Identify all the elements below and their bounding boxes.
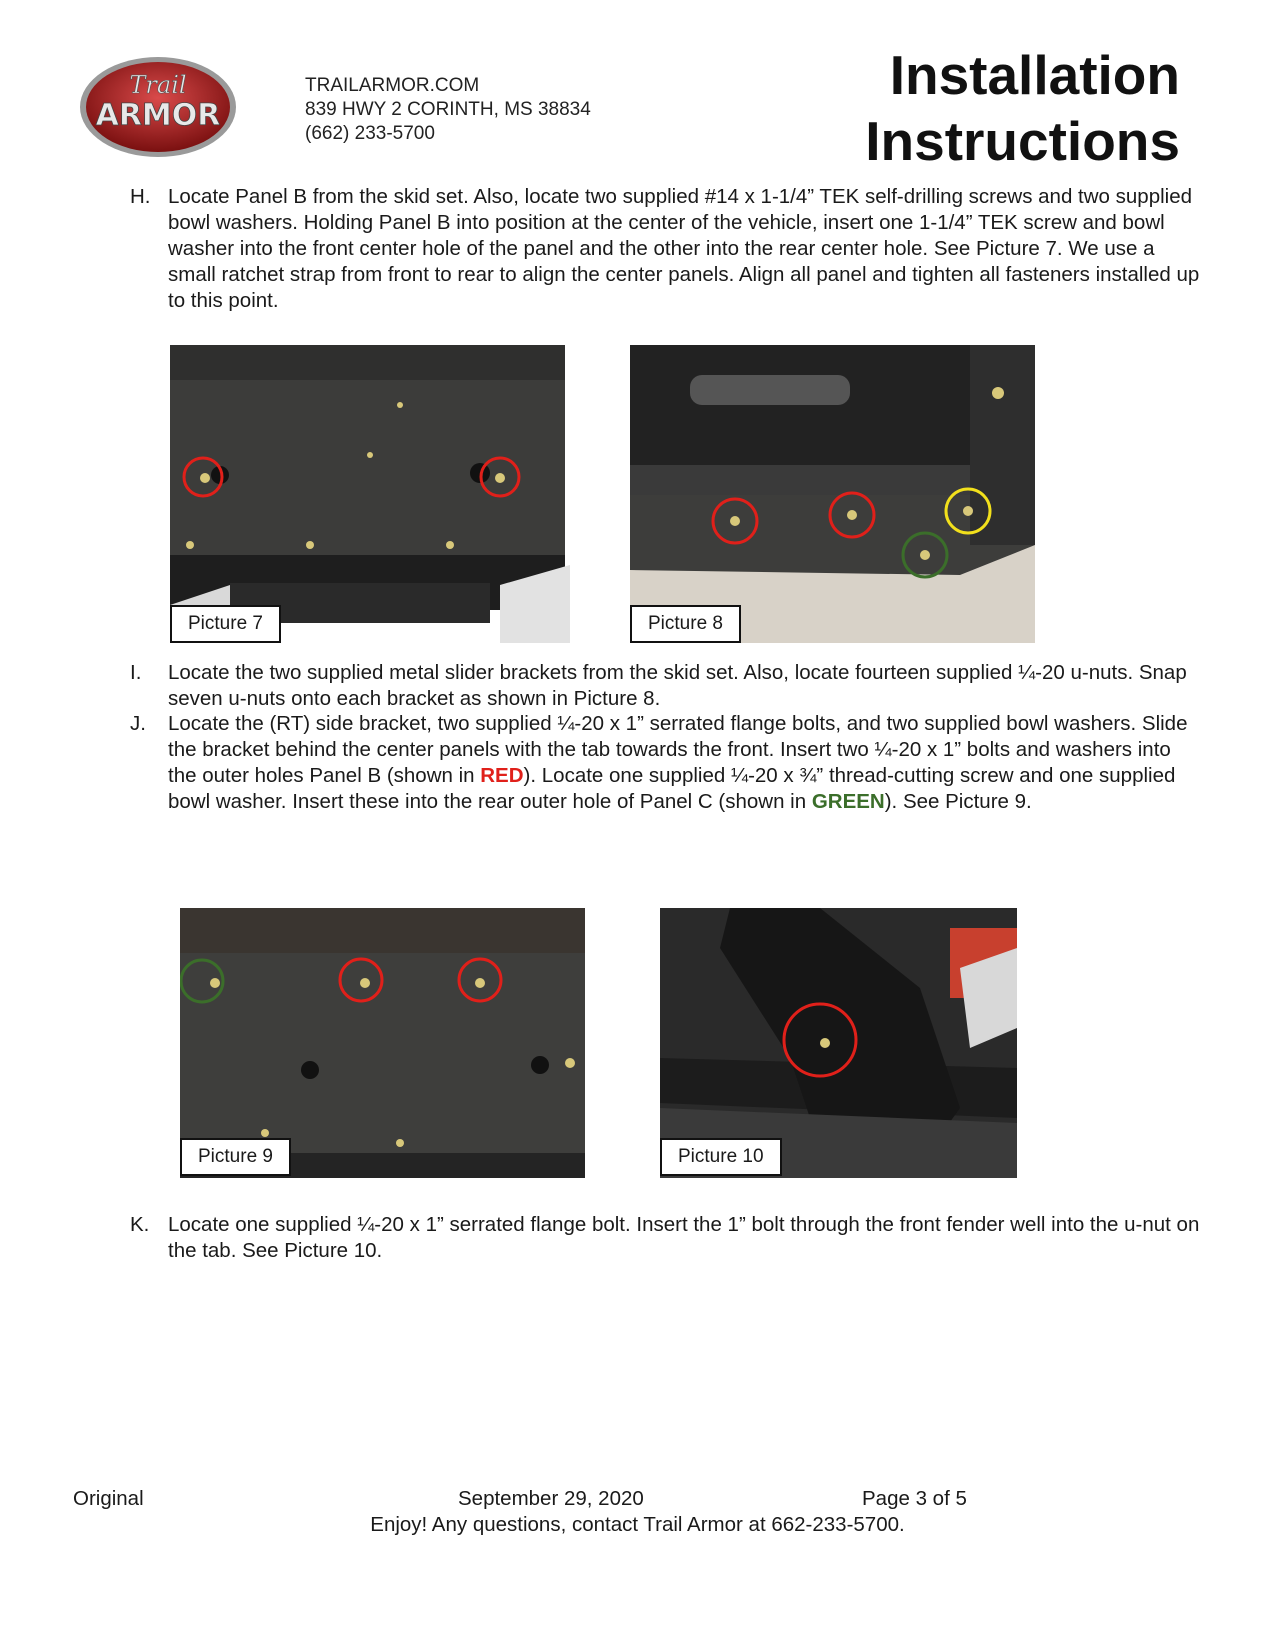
- footer-date: September 29, 2020: [458, 1487, 644, 1510]
- red-keyword: RED: [480, 764, 524, 787]
- footer-version: Original: [73, 1487, 144, 1510]
- step-letter: K.: [130, 1213, 150, 1236]
- step-letter: I.: [130, 661, 142, 684]
- picture-8: [630, 345, 1035, 643]
- step-h: [130, 184, 1200, 314]
- step-text: Locate Panel B from the skid set. Also, locate two supplied #14 x 1-1/4” TEK self-drilling screws and two supplied bowl washers. Holding Panel B into position at the center of the vehicle, insert one 1-1/4” TEK screw and bowl washer into the front center hole of the panel and the other into the rear center hole. See Picture 7. We use a small ratchet strap from front to rear to align the center panels. Align all panel and tighten all fasteners installed up to this point.: [168, 185, 1200, 312]
- company-website: TRAILARMOR.COM: [305, 75, 480, 96]
- picture-7-image: [170, 345, 570, 643]
- picture-9: [180, 908, 585, 1178]
- step-letter: J.: [130, 712, 146, 735]
- step-i: [130, 660, 1200, 712]
- company-phone: (662) 233-5700: [305, 123, 435, 144]
- company-address: 839 HWY 2 CORINTH, MS 38834: [305, 99, 591, 120]
- svg-text:Trail: Trail: [129, 71, 187, 99]
- step-letter: H.: [130, 185, 151, 208]
- step-text: Locate one supplied ¼-20 x 1” serrated flange bolt. Insert the 1” bolt through the front fender well into the u-nut on the tab. See Picture 10.: [168, 1213, 1200, 1262]
- step-k: [130, 1212, 1200, 1264]
- step-j: [130, 711, 1200, 815]
- document-title: Installation Instructions: [865, 44, 1180, 172]
- svg-text:ARMOR: ARMOR: [95, 98, 221, 133]
- step-text: Locate the two supplied metal slider brackets from the skid set. Also, locate fourteen supplied ¼-20 u-nuts. Snap seven u-nuts onto each bracket as shown in Picture 8.: [168, 661, 1187, 710]
- footer-page-number: Page 3 of 5: [862, 1487, 967, 1510]
- step-text: Locate the (RT) side bracket, two supplied ¼-20 x 1” serrated flange bolts, and two supplied bowl washers. Slide the bracket behind the center panels with the tab towards the front. Insert two ¼-20 x 1” bolts and washers into the outer holes Panel B (shown in RED). Locate one supplied ¼-20 x ¾” thread-cutting screw and one supplied bowl washer. Insert these into the rear outer hole of Panel C (shown in GREEN). See Picture 9.: [168, 712, 1188, 813]
- picture-7: [170, 345, 570, 643]
- picture-10: [660, 908, 1017, 1178]
- picture-8-caption: Picture 8: [630, 605, 741, 643]
- company-info: [305, 74, 591, 146]
- picture-7-caption: Picture 7: [170, 605, 281, 643]
- picture-9-caption: Picture 9: [180, 1138, 291, 1176]
- green-keyword: GREEN: [811, 790, 885, 813]
- picture-10-caption: Picture 10: [660, 1138, 782, 1176]
- picture-8-image: [630, 345, 1035, 643]
- footer-contact: Enjoy! Any questions, contact Trail Armor at 662-233-5700.: [370, 1513, 905, 1536]
- trail-armor-logo: [78, 55, 238, 160]
